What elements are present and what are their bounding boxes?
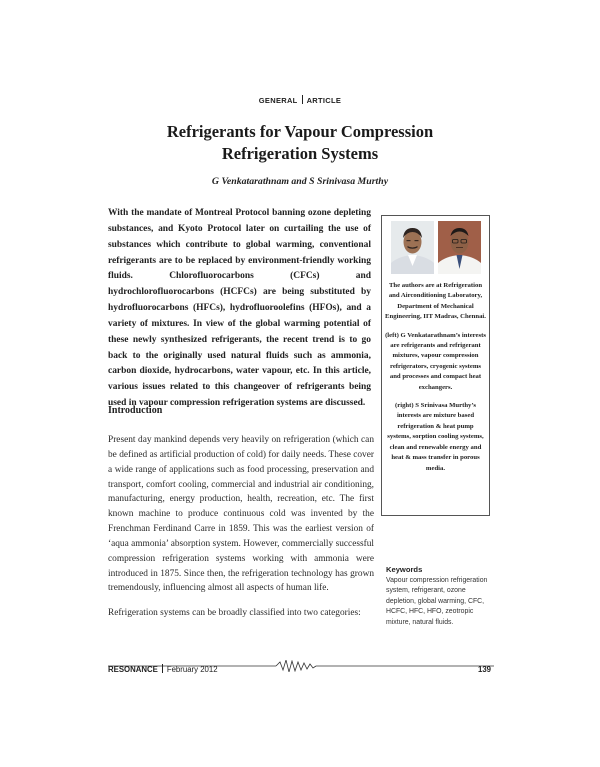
abstract: With the mandate of Montreal Protocol banning ozone depleting substances, and Kyoto Protocol later on curtailing the use of substances which contribute to global warming, conventional refrigerants are to be replaced by environment-friendly working fluids. Chlorofluorocarbons (CFCs) and hydrochlorofluorocarbons (HCFCs) are being substituted by hydrofluorocarbons (HFCs), hydrofluoroolefins (HFOs), and a variety of mixtures. In view of the global warming potential of these newly synthesized refrigerants, the recent trend is to go back to the originally used natural fluids such as ammonia, carbon dioxide, hydrocarbons, water vapour, etc. In this article, various issues related to this changeover of refrigerants being used in vapour compression refrigeration systems are discussed. bbox=[108, 208, 371, 409]
author-portrait-icon bbox=[438, 221, 481, 274]
section-header bbox=[0, 95, 600, 105]
body-paragraph-2: Refrigeration systems can be broadly classified into two categories: bbox=[108, 608, 361, 618]
author-bio-left: (left) G Venkatarathnam’s interests are refrigerants and refrigerant mixtures, vapour compression refrigerators, cryogenic systems and processes and compact heat exchangers. bbox=[385, 331, 486, 391]
title-line-1: Refrigerants for Vapour Compression bbox=[166, 122, 434, 141]
article-title bbox=[0, 121, 600, 165]
journal-name: RESONANCE bbox=[108, 665, 158, 674]
author-notes bbox=[385, 281, 486, 482]
author-portrait-icon bbox=[391, 221, 434, 274]
article-type-label: ARTICLE bbox=[306, 96, 342, 105]
author-bio-right: (right) S Srinivasa Murthy’s interests are mixture based refrigeration & heat pump systems, sorption cooling systems, clean and renewable energy and heat & mass transfer in porous media. bbox=[387, 402, 484, 472]
section-heading-introduction: Introduction bbox=[108, 405, 163, 416]
author-info-box bbox=[381, 215, 490, 516]
author-photo-right bbox=[438, 221, 481, 274]
author-affiliation: The authors are at Refrigeration and Airconditioning Laboratory, Department of Mechanical Engineering, IIT Madras, Chennai. bbox=[385, 282, 486, 321]
author-photo-left bbox=[391, 221, 434, 274]
page-number: 139 bbox=[478, 665, 492, 674]
keywords-heading: Keywords bbox=[386, 565, 423, 574]
footer-journal bbox=[108, 664, 218, 674]
section-label: GENERAL bbox=[258, 96, 298, 105]
body-paragraph-1: Present day mankind depends very heavily on refrigeration (which can be defined as artificial production of cold) for daily needs. These cover a wide range of applications such as food processing, preservation and transport, comfort cooling, commercial and industrial air conditioning, manufacturing, energy production, health, recreation, etc. The first known machine to produce continuous cold was invented by the Frenchman Ferdinand Carre in 1859. This was the earliest version of ‘aqua ammonia’ absorption system. However, commercially successful compression refrigeration systems working with ammonia were introduced in 1875. Since then, the refrigeration technology has grown tremendously, influencing almost all aspects of human life. bbox=[108, 435, 374, 594]
title-line-2: Refrigeration Systems bbox=[221, 144, 379, 163]
issue-date: February 2012 bbox=[166, 665, 218, 674]
footer-divider bbox=[162, 664, 163, 673]
header-divider bbox=[302, 95, 303, 104]
author-line: G Venkatarathnam and S Srinivasa Murthy bbox=[211, 176, 389, 187]
keywords-list: Vapour compression refrigeration system, refrigerant, ozone depletion, global warming, CFC, HCFC, HFC, HFO, zeotropic mixture, natural fluids. bbox=[386, 577, 488, 626]
